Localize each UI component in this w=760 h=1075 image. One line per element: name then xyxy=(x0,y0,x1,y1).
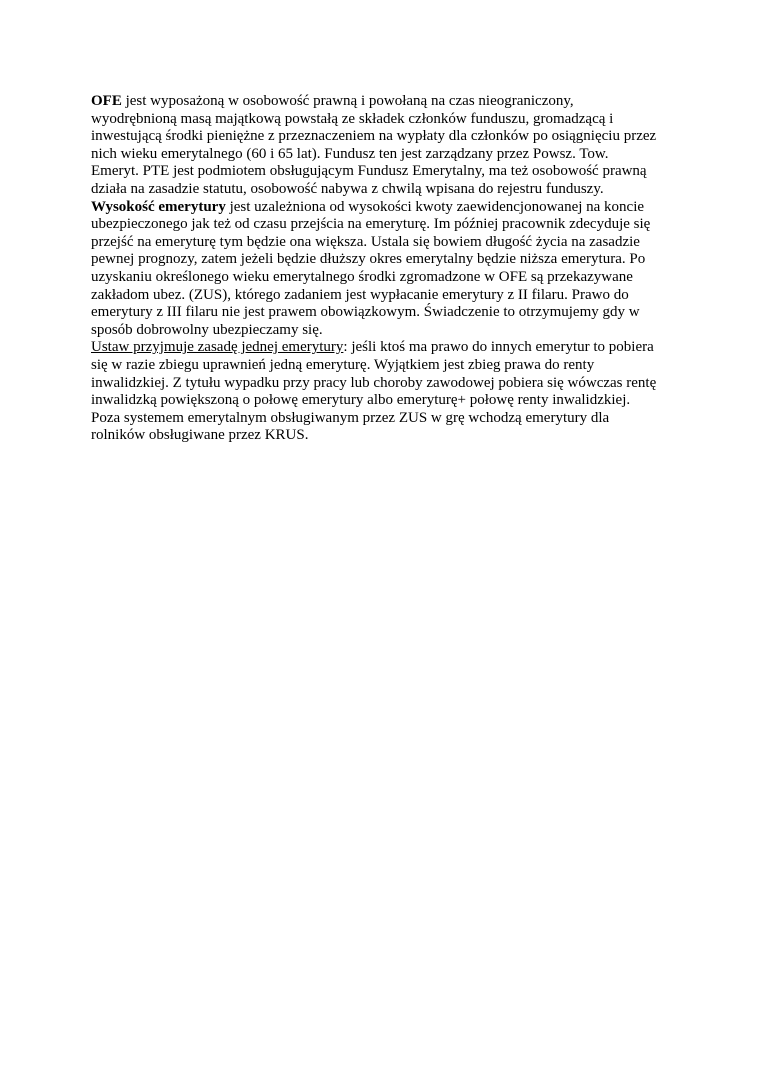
term-ofe: OFE xyxy=(91,93,122,109)
line-text: sposób dobrowolny ubezpieczamy się. xyxy=(91,321,323,338)
text-line xyxy=(91,111,681,129)
line-text: przejść na emeryturę tym będzie ona większa. Ustala się bowiem długość życia na zasadzie xyxy=(91,233,640,250)
text-line xyxy=(91,269,681,287)
text-line xyxy=(91,128,681,146)
line-text: pewnej prognozy, zatem jeżeli będzie dłuższy okres emerytalny będzie niższa emerytura. Po xyxy=(91,251,646,268)
line-text: inwestującą środki pieniężne z przeznaczeniem na wypłaty dla członków po osiągnięciu przez xyxy=(91,128,657,145)
line-text: działa na zasadzie statutu, osobowość nabywa z chwilą wpisana do rejestru funduszy. xyxy=(91,180,604,197)
text-line xyxy=(91,146,681,164)
term-zasada-jednej-emerytury: Ustaw przyjmuje zasadę jednej emerytury xyxy=(91,339,344,356)
text-line xyxy=(91,287,681,305)
text-line xyxy=(91,357,681,375)
text-line xyxy=(91,339,681,357)
line-text: wyodrębnioną masą majątkową powstałą ze składek członków funduszu, gromadzącą i xyxy=(91,110,614,127)
text-line xyxy=(91,234,681,252)
line-text: się w razie zbiegu uprawnień jedną emeryturę. Wyjątkiem jest zbieg prawa do renty xyxy=(91,356,595,373)
text-line xyxy=(91,392,681,410)
text-line xyxy=(91,163,681,181)
line-text: rolników obsługiwane przez KRUS. xyxy=(91,427,309,444)
text-line xyxy=(91,410,681,428)
text-line xyxy=(91,181,681,199)
line-text: ubezpieczonego jak też od czasu przejścia na emeryturę. Im później pracownik zdecyduje się xyxy=(91,216,651,233)
document-body xyxy=(91,93,681,445)
text-line xyxy=(91,322,681,340)
line-text: jest uzależniona od wysokości kwoty zaewidencjonowanej na koncie xyxy=(225,198,645,215)
line-text: nich wieku emerytalnego (60 i 65 lat). Fundusz ten jest zarządzany przez Powsz. Tow. xyxy=(91,145,609,162)
text-line xyxy=(91,427,681,445)
line-text: Poza systemem emerytalnym obsługiwanym przez ZUS w grę wchodzą emerytury dla xyxy=(91,409,610,426)
text-line xyxy=(91,199,681,217)
line-text: zakładom ubez. (ZUS), którego zadaniem jest wypłacanie emerytury z II filaru. Prawo do xyxy=(91,286,629,303)
line-text: Emeryt. PTE jest podmiotem obsługującym Fundusz Emerytalny, ma też osobowość prawną xyxy=(91,163,647,180)
line-text: inwalidzkiej. Z tytułu wypadku przy pracy lub choroby zawodowej pobiera się wówczas rentę xyxy=(91,374,657,391)
line-text: : jeśli ktoś ma prawo do innych emerytur to pobiera xyxy=(343,339,654,356)
text-line xyxy=(91,251,681,269)
line-text: jest wyposażoną w osobowość prawną i powołaną na czas nieograniczony, xyxy=(121,93,574,109)
text-line xyxy=(91,216,681,234)
line-text: inwalidzką powiększoną o połowę emerytury albo emeryturę+ połowę renty inwalidzkiej. xyxy=(91,392,631,409)
text-line xyxy=(91,93,681,111)
text-line xyxy=(91,304,681,322)
term-wysokosc-emerytury: Wysokość emerytury xyxy=(91,198,226,215)
text-line xyxy=(91,375,681,393)
line-text: emerytury z III filaru nie jest prawem obowiązkowym. Świadczenie to otrzymujemy gdy w xyxy=(91,304,640,321)
line-text: uzyskaniu określonego wieku emerytalnego środki zgromadzone w OFE są przekazywane xyxy=(91,268,633,285)
